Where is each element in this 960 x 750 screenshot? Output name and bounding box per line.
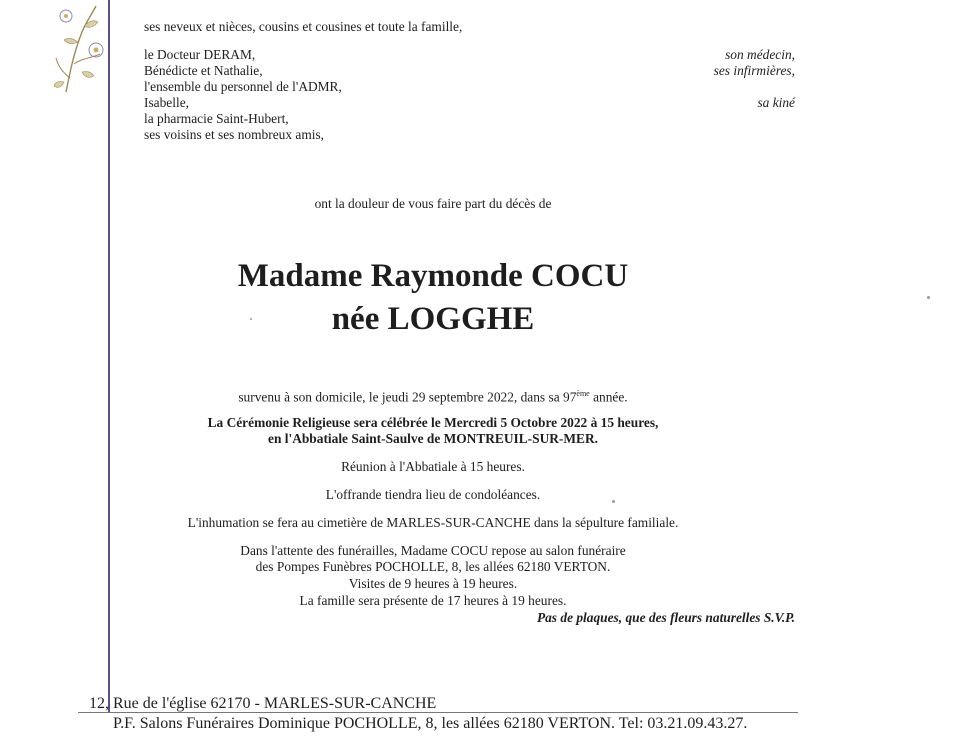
role-nurses: ses infirmières, (713, 63, 795, 78)
flower-sprig-icon (52, 2, 110, 94)
death-details-end: année. (589, 389, 628, 405)
ceremony-line-2: en l'Abbatiale Saint-Saulve de MONTREUIL-SUR-MER. (268, 431, 598, 446)
offering-line: L'offrande tiendra lieu de condoléances. (325, 487, 541, 502)
death-details-text: survenu à son domicile, le jeudi 29 septembre 2022, dans sa 97 (238, 389, 577, 405)
scan-speck (612, 500, 615, 503)
scan-speck (927, 296, 930, 299)
meeting-line: Réunion à l'Abbatiale à 15 heures. (341, 459, 525, 474)
death-details (108, 386, 758, 405)
burial-line: L'inhumation se fera au cimetière de MARLES-SUR-CANCHE dans la sépulture familiale. (187, 515, 679, 530)
footer-funeral-director: P.F. Salons Funéraires Dominique POCHOLLE, 8, les allées 62180 VERTON. Tel: 03.21.09.43.27. (113, 715, 748, 732)
family-member-neighbors: ses voisins et ses nombreux amis, (144, 127, 325, 142)
family-member-pharmacy: la pharmacie Saint-Hubert, (144, 111, 289, 126)
ceremony-line-1: La Cérémonie Religieuse sera célébrée le Mercredi 5 Octobre 2022 à 15 heures, (207, 415, 659, 430)
footer-divider (78, 712, 798, 713)
family-member-isabelle: Isabelle, (144, 95, 189, 110)
family-member-nurses: Bénédicte et Nathalie, (144, 63, 263, 78)
flowers-note: Pas de plaques, que des fleurs naturelles S.V.P. (536, 610, 795, 625)
family-member-doctor: le Docteur DERAM, (144, 47, 256, 62)
funeral-home-line-2: des Pompes Funèbres POCHOLLE, 8, les allées 62180 VERTON. (255, 559, 611, 574)
deceased-maiden-name: née LOGGHE (331, 301, 535, 337)
deceased-name: Madame Raymonde COCU (237, 258, 629, 294)
family-presence-line: La famille sera présente de 17 heures à 19 heures. (299, 593, 567, 608)
role-physio: sa kiné (757, 95, 795, 110)
announcement-line: ont la douleur de vous faire part du décès de (314, 196, 552, 211)
footer-address: 12, Rue de l'église 62170 - MARLES-SUR-CANCHE (89, 695, 437, 712)
family-member-admr: l'ensemble du personnel de l'ADMR, (144, 79, 342, 94)
family-intro-line: ses neveux et nièces, cousins et cousines et toute la famille, (144, 19, 463, 34)
ordinal-suffix: ème (576, 389, 590, 398)
funeral-home-line-1: Dans l'attente des funérailles, Madame COCU repose au salon funéraire (240, 543, 626, 558)
visiting-hours-line: Visites de 9 heures à 19 heures. (348, 576, 518, 591)
scan-speck (250, 318, 252, 320)
role-doctor: son médecin, (725, 47, 795, 62)
